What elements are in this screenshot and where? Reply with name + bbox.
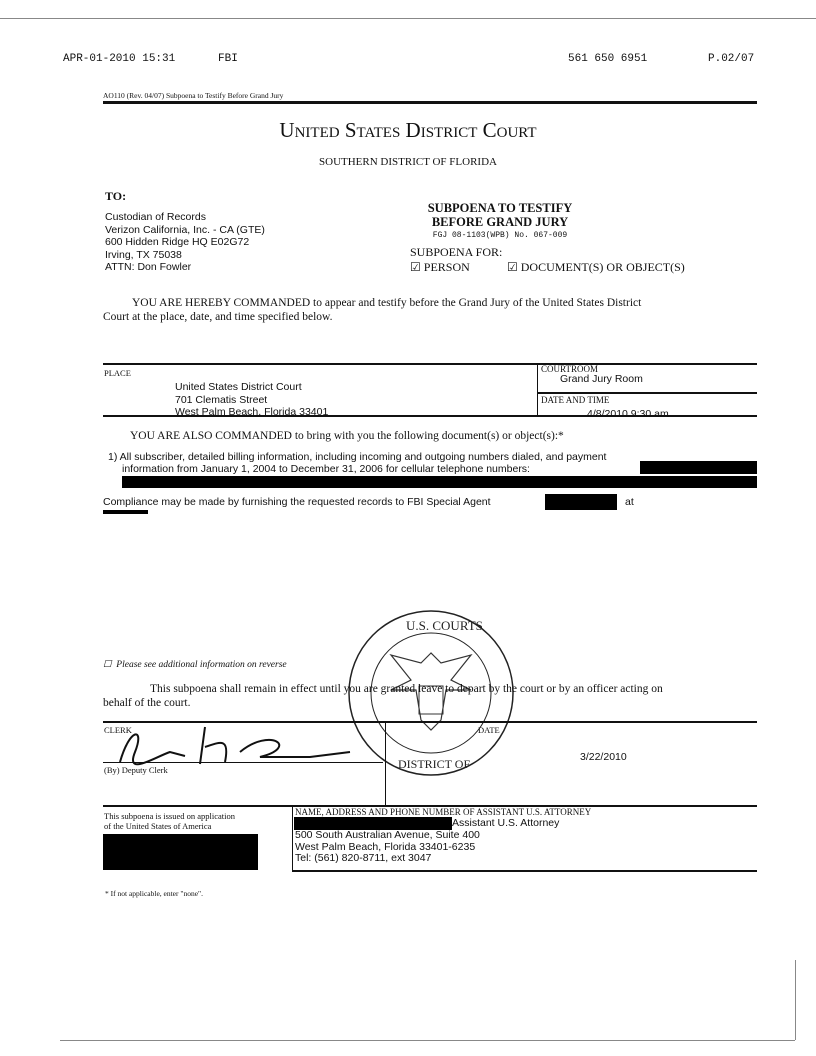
- attorney-title: Assistant U.S. Attorney: [452, 817, 560, 829]
- seal-text-top: U.S. COURTS: [406, 618, 483, 633]
- attorney-divider: [292, 805, 293, 871]
- fax-sender: FBI: [218, 53, 238, 65]
- attorney-line: 500 South Australian Avenue, Suite 400: [295, 829, 480, 841]
- effect-line-2: behalf of the court.: [103, 697, 191, 709]
- subpoena-for-label: SUBPOENA FOR:: [410, 245, 503, 259]
- checkbox-checked-icon: ☑: [507, 260, 518, 274]
- form-id: AO110 (Rev. 04/07) Subpoena to Testify Before Grand Jury: [103, 91, 284, 100]
- command-line-2: Court at the place, date, and time specified below.: [103, 311, 333, 323]
- subpoena-number: FGJ 08-1103(WPB) No. 067-009: [432, 231, 568, 240]
- documents-option: [507, 260, 685, 275]
- issued-line-1: This subpoena is issued on application: [104, 811, 236, 821]
- documents-label: DOCUMENT(S) OR OBJECT(S): [520, 260, 685, 274]
- compliance-at: at: [625, 496, 634, 508]
- seal-text-bottom: DISTRICT OF: [398, 757, 471, 771]
- fax-datetime: APR-01-2010 15:31: [63, 53, 176, 65]
- attorney-line: West Palm Beach, Florida 33401-6235: [295, 840, 476, 853]
- recipient-address: [105, 211, 265, 274]
- subpoena-title-2: BEFORE GRAND JURY: [431, 215, 569, 229]
- courtroom-label: COURTROOM: [541, 364, 598, 374]
- page-edge-bottom: [60, 1040, 795, 1041]
- attorney-bottom-line: [292, 870, 757, 872]
- table-divider: [537, 363, 538, 416]
- signature-line: [103, 762, 383, 763]
- fax-page: P.02/07: [708, 53, 755, 65]
- place-line: West Palm Beach, Florida 33401: [175, 406, 329, 418]
- person-option: [410, 260, 470, 275]
- attorney-label: NAME, ADDRESS AND PHONE NUMBER OF ASSISTANT U.S. ATTORNEY: [295, 807, 592, 817]
- compliance-text: Compliance may be made by furnishing the requested records to FBI Special Agent: [103, 496, 491, 508]
- attorney-address: [295, 830, 480, 865]
- item1-line-2: information from January 1, 2004 to December 31, 2006 for cellular telephone numbers:: [122, 463, 530, 475]
- page-edge-right: [795, 960, 796, 1040]
- datetime-value: 4/8/2010 9:30 am: [587, 408, 669, 420]
- issued-line-2: of the United States of America: [104, 821, 212, 831]
- subpoena-title-1: SUBPOENA TO TESTIFY: [427, 201, 573, 215]
- clerk-divider: [385, 721, 386, 805]
- checkbox-empty-icon: ☐: [103, 660, 112, 670]
- redaction: [103, 834, 258, 870]
- table-top-line: [103, 363, 757, 365]
- redaction: [640, 461, 757, 474]
- address-line: Irving, TX 75038: [105, 248, 182, 261]
- checkbox-checked-icon: ☑: [410, 260, 421, 274]
- address-line: ATTN: Don Fowler: [105, 261, 192, 273]
- clerk-label: CLERK: [104, 725, 132, 735]
- date-label: DATE: [478, 725, 500, 735]
- footnote: * If not applicable, enter "none".: [105, 889, 203, 898]
- page-edge-top: [0, 18, 816, 19]
- court-title: United States District Court: [279, 118, 537, 142]
- district: SOUTHERN DISTRICT OF FLORIDA: [319, 156, 497, 168]
- address-line: Custodian of Records: [105, 211, 206, 223]
- place-address: [175, 381, 328, 419]
- reverse-note: [103, 659, 287, 670]
- also-commanded: YOU ARE ALSO COMMANDED to bring with you the following document(s) or object(s):*: [130, 430, 564, 442]
- place-line: 701 Clematis Street: [175, 393, 268, 406]
- address-line: 600 Hidden Ridge HQ E02G72: [105, 236, 250, 248]
- divider: [103, 101, 757, 104]
- attorney-line: Tel: (561) 820-8711, ext 3047: [295, 852, 432, 864]
- redaction: [103, 510, 148, 514]
- command-line-1: YOU ARE HEREBY COMMANDED to appear and testify before the Grand Jury of the United States District: [132, 297, 642, 309]
- table-mid-line: [537, 392, 757, 394]
- redaction: [122, 476, 757, 488]
- item1-line-1: 1) All subscriber, detailed billing information, including incoming and outgoing numbers dialed, and payment: [108, 451, 607, 463]
- clerk-date: 3/22/2010: [580, 751, 627, 763]
- effect-line-1: This subpoena shall remain in effect until you are granted leave to depart by the court or by an officer acting on: [150, 683, 663, 695]
- datetime-label: DATE AND TIME: [541, 395, 610, 405]
- courtroom-value: Grand Jury Room: [560, 373, 643, 385]
- address-line: Verizon California, Inc. - CA (GTE): [105, 223, 265, 236]
- reverse-note-text: Please see additional information on reverse: [116, 660, 287, 670]
- fax-phone: 561 650 6951: [568, 53, 648, 65]
- person-label: PERSON: [423, 260, 470, 274]
- place-line: United States District Court: [175, 381, 302, 393]
- redaction: [545, 494, 617, 510]
- place-label: PLACE: [104, 368, 131, 378]
- deputy-clerk-label: (By) Deputy Clerk: [104, 765, 168, 775]
- to-label: TO:: [105, 189, 127, 203]
